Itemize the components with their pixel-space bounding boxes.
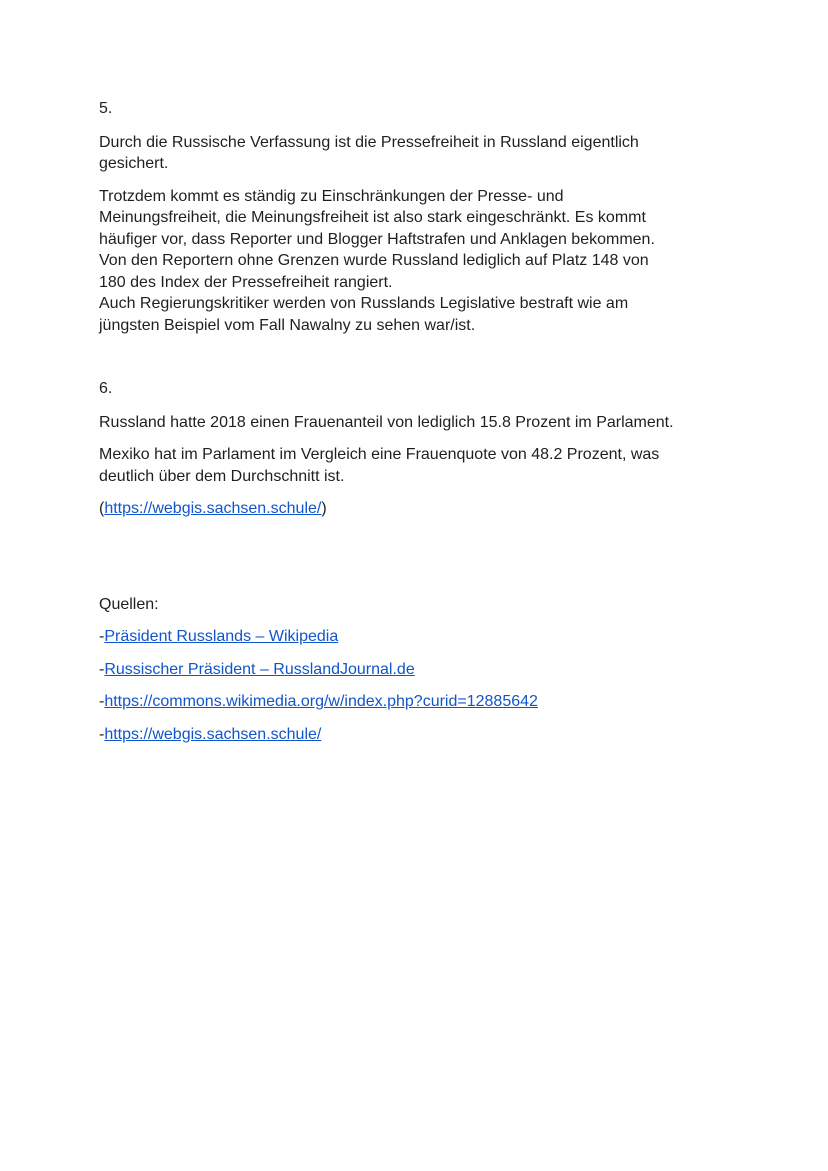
source-link-russlandjournal[interactable]: Russischer Präsident – RusslandJournal.de: [104, 660, 415, 678]
text-line: Trotzdem kommt es ständig zu Einschränkungen der Presse- und: [99, 187, 564, 205]
text-line: häufiger vor, dass Reporter und Blogger Haftstrafen und Anklagen bekommen.: [99, 230, 655, 248]
source-item: -https://webgis.sachsen.schule/: [99, 725, 322, 743]
section-6-paragraph-1: Russland hatte 2018 einen Frauenanteil von lediglich 15.8 Prozent im Parlament.: [99, 413, 674, 431]
section-6-number: 6.: [99, 380, 113, 397]
document-page: [99, 98, 739, 745]
section-5-paragraph-1: Durch die Russische Verfassung ist die Pressefreiheit in Russland eigentlich gesichert.: [99, 133, 639, 172]
text-line: jüngsten Beispiel vom Fall Nawalny zu sehen war/ist.: [99, 316, 476, 334]
source-item: -https://commons.wikimedia.org/w/index.php?curid=12885642: [99, 693, 538, 710]
section-5-paragraph-2: [99, 186, 739, 337]
section-5-number: 5.: [99, 100, 113, 117]
text-line: 180 des Index der Pressefreiheit rangiert.: [99, 273, 393, 291]
source-link-wikipedia[interactable]: Präsident Russlands – Wikipedia: [104, 628, 339, 645]
text-line: Von den Reportern ohne Grenzen wurde Russland lediglich auf Platz 148 von: [99, 252, 649, 269]
sources-heading: Quellen:: [99, 595, 159, 613]
source-link-webgis-2[interactable]: https://webgis.sachsen.schule/: [104, 725, 322, 743]
text-line: Auch Regierungskritiker werden von Russlands Legislative bestraft wie am: [99, 295, 629, 312]
section-6-source: (https://webgis.sachsen.schule/): [99, 500, 327, 517]
source-link-webgis[interactable]: https://webgis.sachsen.schule/: [104, 500, 322, 517]
text-line: Meinungsfreiheit, die Meinungsfreiheit ist also stark eingeschränkt. Es kommt: [99, 209, 646, 226]
text-line: Mexiko hat im Parlament im Vergleich eine Frauenquote von 48.2 Prozent, was: [99, 446, 660, 463]
source-item: -Russischer Präsident – RusslandJournal.de: [99, 660, 415, 678]
source-link-wikimedia-commons[interactable]: https://commons.wikimedia.org/w/index.php?curid=12885642: [104, 693, 538, 710]
source-item: -Präsident Russlands – Wikipedia: [99, 628, 339, 645]
section-6-paragraph-2: [99, 444, 739, 487]
text-line: deutlich über dem Durchschnitt ist.: [99, 467, 345, 485]
